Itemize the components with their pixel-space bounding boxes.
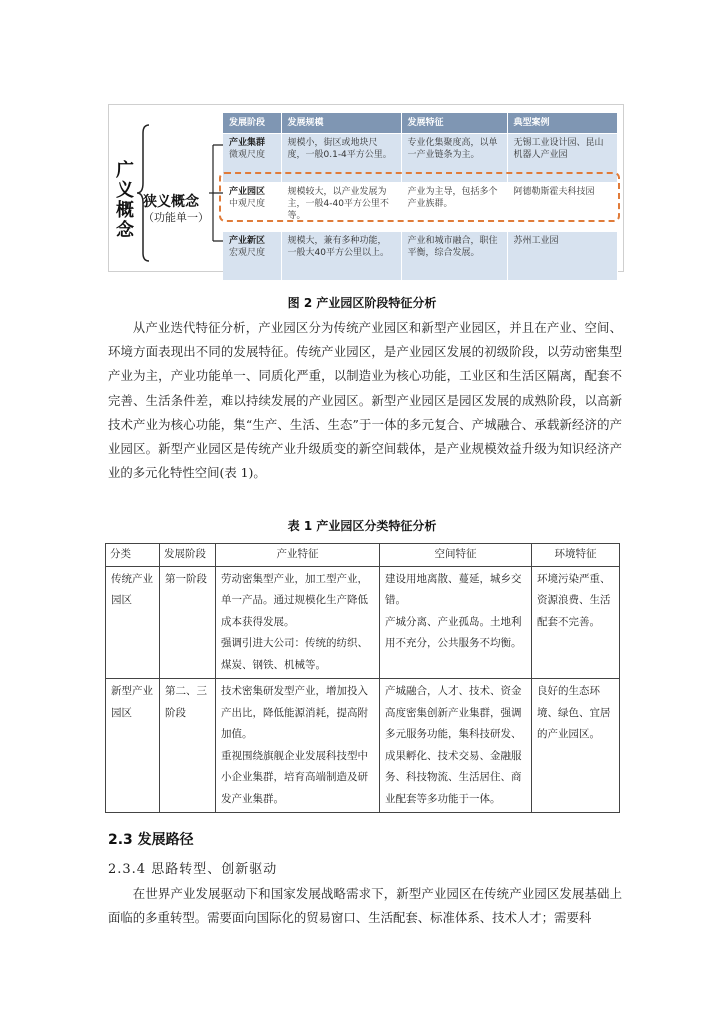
th-industry: 产业特征: [216, 544, 380, 567]
fig-case-cell: 无锡工业设计园、昆山机器人产业园: [507, 134, 617, 183]
cell-space: 建设用地离散、蔓延，城乡交错。 产城分离、产业孤岛。土地利用不充分，公共服务不均衡。: [380, 566, 532, 679]
th-environment: 环境特征: [532, 544, 620, 567]
fig-header-feature: 发展特征: [401, 113, 507, 134]
fig-row-new-district: [223, 232, 617, 281]
cell-stage: 第二、三阶段: [160, 679, 216, 813]
fig-size-cell: 规模较大，以产业发展为主，一般4-40平方公里不等。: [281, 183, 401, 232]
fig-header-case: 典型案例: [507, 113, 617, 134]
cell-stage: 第一阶段: [160, 566, 216, 679]
body-paragraph-1: 从产业迭代特征分析，产业园区分为传统产业园区和新型产业园区，并且在产业、空间、环境方面表现出不同的发展特征。传统产业园区，是产业园区发展的初级阶段，以劳动密集型产业为主，产业功能单一、同质化严重，以制造业为核心功能，工业区和生活区隔离，配套不完善、生活条件差，难以持续发展的产业园区。新型产业园区是园区发展的成熟阶段，以高新技术产业为核心功能，集“生产、生活、生态”于一体的多元复合、产城融合、承载新经济的产业园区。新型产业园区是传统产业升级质变的新空间载体，是产业规模效益升级为知识经济产业的多元化特性空间(表 1)。: [108, 320, 622, 481]
fig-case-cell: 苏州工业园: [507, 232, 617, 281]
table-header-row: [106, 544, 620, 567]
cell-environment: 环境污染严重、资源浪费、生活配套不完善。: [532, 566, 620, 679]
figure-caption: 图 2 产业园区阶段特征分析: [287, 296, 437, 310]
fig-size-cell: 规模大，兼有多种功能，一般大40平方公里以上。: [281, 232, 401, 281]
fig-header-scale: 发展规模: [281, 113, 401, 134]
table-row-new: [106, 679, 620, 813]
cell-industry: 劳动密集型产业，加工型产业，单一产品。通过规模化生产降低成本获得发展。 强调引进大公司：传统的纺织、煤炭、钢铁、机械等。: [216, 566, 380, 679]
cell-space: 产城融合，人才、技术、资金高度密集创新产业集群，强调多元服务功能，集科技研发、成果孵化、技术交易、金融服务、科技物流、生活居住、商业配套等多功能于一体。: [380, 679, 532, 813]
fig-case-cell: 阿德勒斯霍夫科技园: [507, 183, 617, 232]
fig-size-cell: 规模小，街区或地块尺度，一般0.1-4平方公里。: [281, 134, 401, 183]
fig-feature-cell: 产业和城市融合，职住平衡，综合发展。: [401, 232, 507, 281]
narrow-concept-label: 狭义概念: [143, 194, 199, 210]
fig-level-cell: 产业园区 中观尺度: [223, 183, 281, 232]
table-row-traditional: [106, 566, 620, 679]
table-caption: 表 1 产业园区分类特征分析: [287, 519, 437, 533]
body-paragraph-2: 在世界产业发展驱动下和国家发展战略需求下，新型产业园区在传统产业园区发展基础上面临的多重转型。需要面向国际化的贸易窗口、生活配套、标准体系、技术人才；需要科: [108, 886, 622, 926]
fig-feature-cell: 产业为主导，包括多个产业族群。: [401, 183, 507, 232]
fig-feature-cell: 专业化集聚度高，以单一产业链条为主。: [401, 134, 507, 183]
th-space: 空间特征: [380, 544, 532, 567]
fig-level-cell: 产业新区 宏观尺度: [223, 232, 281, 281]
fig-level-cell: 产业集群 微观尺度: [223, 134, 281, 183]
cell-type: 新型产业园区: [106, 679, 160, 813]
subsection-heading: 2.3.4 思路转型、创新驱动: [108, 862, 278, 877]
th-type: 分类: [106, 544, 160, 567]
fig-header-stage: 发展阶段: [223, 113, 281, 134]
th-stage: 发展阶段: [160, 544, 216, 567]
cell-industry: 技术密集研发型产业，增加投入产出比，降低能源消耗，提高附加值。 重视围绕旗舰企业发展科技型中小企业集群，培育高端制造及研发产业集群。: [216, 679, 380, 813]
figure-table-header: [223, 113, 617, 134]
broad-concept-label: 广义概念: [116, 160, 134, 241]
narrow-concept-sub: （功能单一）: [143, 211, 209, 224]
highlight-dashed-box: [219, 172, 620, 222]
cell-type: 传统产业园区: [106, 566, 160, 679]
classification-table: [105, 543, 620, 813]
cell-environment: 良好的生态环境、绿色、宜居的产业园区。: [532, 679, 620, 813]
section-heading: 2.3 发展路径: [108, 832, 194, 848]
figure-park-stages: [108, 104, 624, 272]
